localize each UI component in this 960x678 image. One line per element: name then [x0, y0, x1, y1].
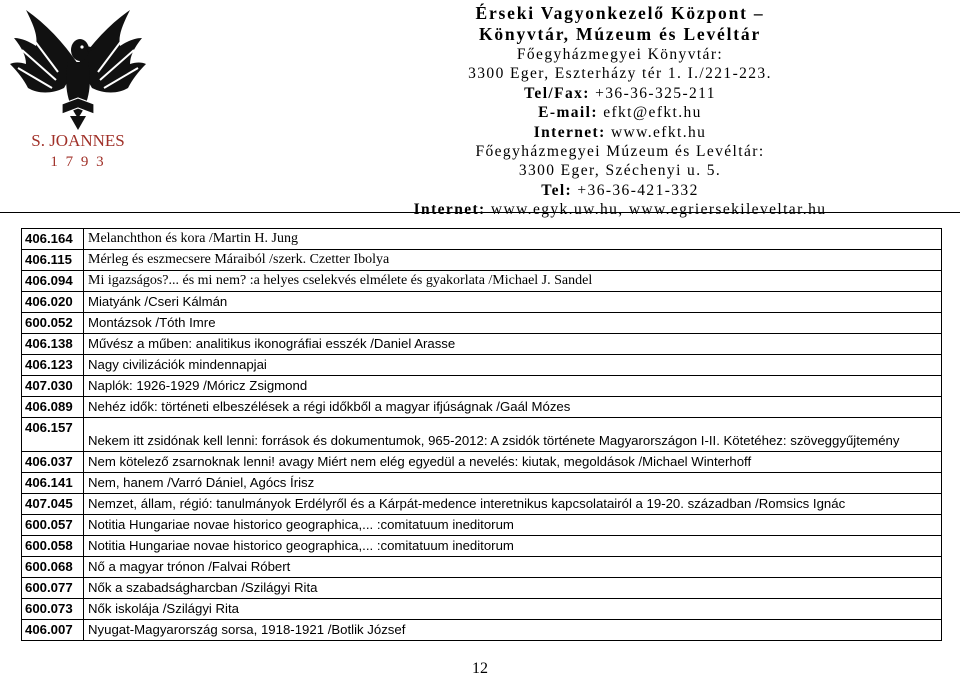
book-list-table: [21, 228, 942, 641]
table-row: [22, 452, 942, 473]
table-row: [22, 229, 942, 250]
call-number: 600.058: [22, 536, 84, 557]
tel-label: Tel:: [541, 181, 573, 199]
table-row: [22, 578, 942, 599]
call-number: 406.089: [22, 397, 84, 418]
book-title: Nem kötelező zsarnoknak lenni! avagy Miért nem elég egyedül a nevelés: kiutak, megoldások /Michael Winterhoff: [84, 452, 942, 473]
book-title: Miatyánk /Cseri Kálmán: [84, 292, 942, 313]
call-number: 600.068: [22, 557, 84, 578]
book-title: Nyugat-Magyarország sorsa, 1918-1921 /Botlik József: [84, 620, 942, 641]
institution-header: [340, 3, 900, 220]
telfax-value: +36-36-325-211: [595, 84, 716, 102]
call-number: 406.115: [22, 250, 84, 271]
book-title: Notitia Hungariae novae historico geographica,... :comitatuum ineditorum: [84, 515, 942, 536]
book-title: Nehéz idők: történeti elbeszélések a régi időkből a magyar ifjúságnak /Gaál Mózes: [84, 397, 942, 418]
org-title-line2: Könyvtár, Múzeum és Levéltár: [478, 24, 762, 44]
table-row: [22, 397, 942, 418]
tel-line: [340, 181, 900, 200]
eagle-emblem-icon: [8, 2, 148, 172]
call-number: 406.157: [22, 418, 84, 452]
email-line: [340, 103, 900, 122]
call-number: 407.045: [22, 494, 84, 515]
org-title-line1: Érseki Vagyonkezelő Központ –: [475, 3, 765, 23]
logo-caption: S. JOANNES: [31, 131, 125, 150]
table-row: [22, 313, 942, 334]
internet2-label: Internet:: [413, 201, 486, 219]
logo-year: 1 7 9 3: [50, 154, 106, 170]
eagle-logo: [8, 2, 148, 172]
call-number: 406.141: [22, 473, 84, 494]
table-row: [22, 418, 942, 452]
book-title: Montázsok /Tóth Imre: [84, 313, 942, 334]
email-value[interactable]: efkt@efkt.hu: [603, 104, 702, 122]
book-title: Mi igazságos?... és mi nem? :a helyes cselekvés elmélete és gyakorlata /Michael J. Sandel: [84, 271, 942, 292]
book-title: Nekem itt zsidónak kell lenni: források és dokumentumok, 965-2012: A zsidók története Magyarországon I-II. Kötetéhez: szöveggyűjtemény: [84, 418, 942, 452]
book-title: Nem, hanem /Varró Dániel, Agócs Írisz: [84, 473, 942, 494]
internet-value[interactable]: www.efkt.hu: [610, 123, 707, 141]
call-number: 600.057: [22, 515, 84, 536]
call-number: 406.123: [22, 355, 84, 376]
internet2-line: [340, 200, 900, 219]
call-number: 406.037: [22, 452, 84, 473]
table-row: [22, 557, 942, 578]
telfax-label: Tel/Fax:: [524, 84, 590, 102]
book-title: Melanchthon és kora /Martin H. Jung: [84, 229, 942, 250]
table-row: [22, 250, 942, 271]
book-title: Naplók: 1926-1929 /Móricz Zsigmond: [84, 376, 942, 397]
call-number: 406.164: [22, 229, 84, 250]
call-number: 600.052: [22, 313, 84, 334]
table-row: [22, 376, 942, 397]
table-row: [22, 271, 942, 292]
table-row: [22, 334, 942, 355]
book-title: Nők a szabadságharcban /Szilágyi Rita: [84, 578, 942, 599]
book-title: Mérleg és eszmecsere Máraiból /szerk. Czetter Ibolya: [84, 250, 942, 271]
archive-name: Főegyházmegyei Múzeum és Levéltár:: [475, 143, 765, 161]
book-title: Művész a műben: analitikus ikonográfiai esszék /Daniel Arasse: [84, 334, 942, 355]
header-divider: [0, 212, 960, 213]
tel-value: +36-36-421-332: [577, 181, 699, 199]
telfax-line: [340, 84, 900, 103]
library-address: 3300 Eger, Eszterházy tér 1. I./221-223.: [468, 65, 772, 83]
table-row: [22, 515, 942, 536]
call-number: 406.007: [22, 620, 84, 641]
library-name: Főegyházmegyei Könyvtár:: [516, 46, 724, 63]
table-row: [22, 292, 942, 313]
archive-address: 3300 Eger, Széchenyi u. 5.: [518, 162, 722, 180]
page-number: 12: [472, 660, 488, 677]
call-number: 406.138: [22, 334, 84, 355]
call-number: 600.077: [22, 578, 84, 599]
book-title: Nagy civilizációk mindennapjai: [84, 355, 942, 376]
internet-line: [340, 123, 900, 142]
table-row: [22, 599, 942, 620]
call-number: 407.030: [22, 376, 84, 397]
call-number: 406.094: [22, 271, 84, 292]
internet2-value[interactable]: www.egyk.uw.hu, www.egriersekileveltar.hu: [490, 201, 827, 219]
table-row: [22, 620, 942, 641]
book-title: Nemzet, állam, régió: tanulmányok Erdélyről és a Kárpát-medence interetnikus kapcsolatairól a 19-20. században /Romsics Ignác: [84, 494, 942, 515]
call-number: 600.073: [22, 599, 84, 620]
table-row: [22, 494, 942, 515]
table-row: [22, 536, 942, 557]
table-row: [22, 473, 942, 494]
book-title: Notitia Hungariae novae historico geographica,... :comitatuum ineditorum: [84, 536, 942, 557]
book-title: Nők iskolája /Szilágyi Rita: [84, 599, 942, 620]
call-number: 406.020: [22, 292, 84, 313]
table-row: [22, 355, 942, 376]
email-label: E-mail:: [538, 104, 598, 122]
internet-label: Internet:: [533, 123, 606, 141]
book-title: Nő a magyar trónon /Falvai Róbert: [84, 557, 942, 578]
